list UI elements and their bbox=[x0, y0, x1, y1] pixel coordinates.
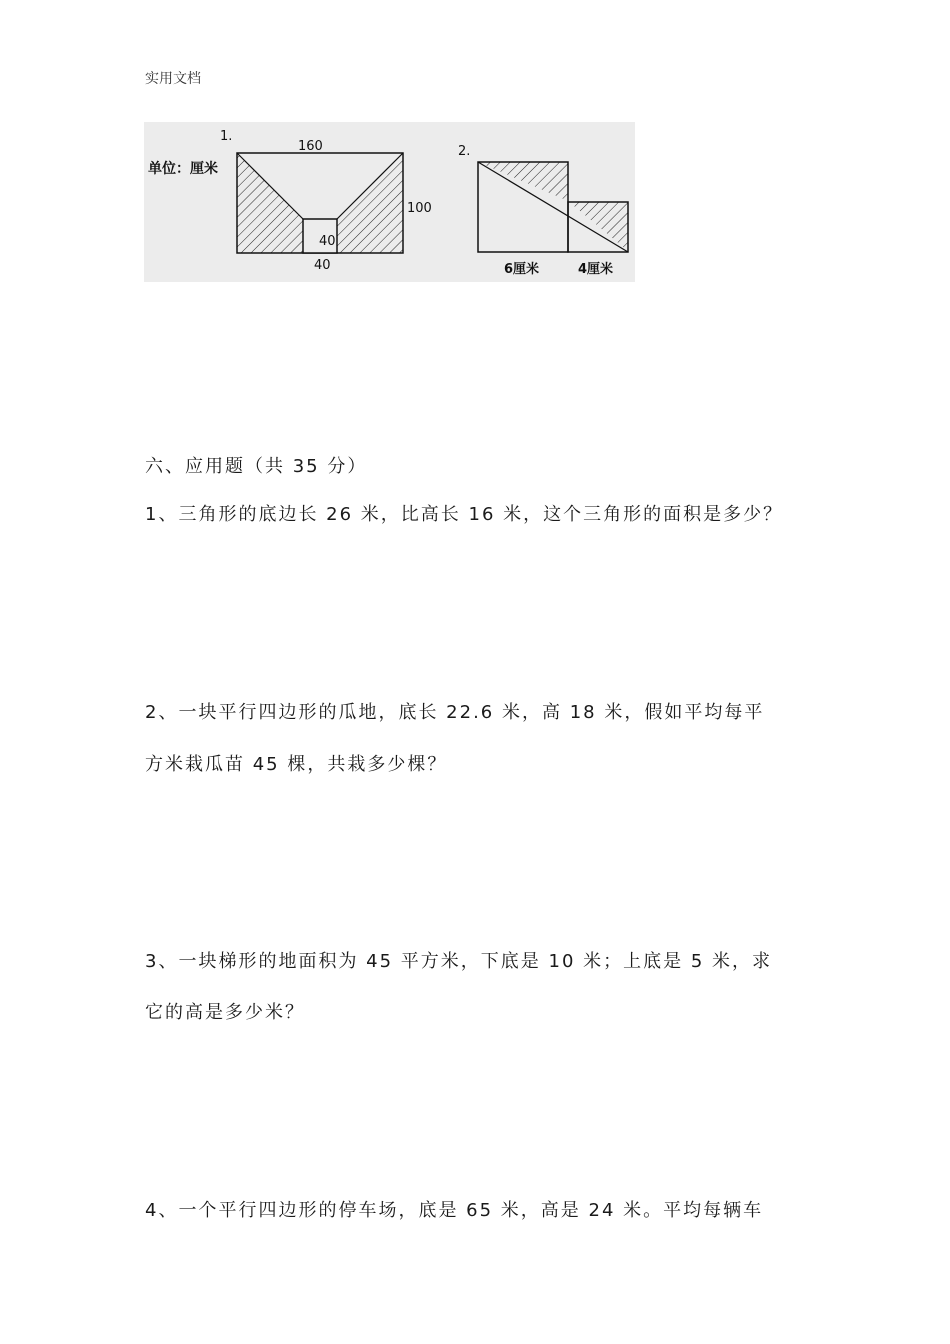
question-2-line-2: 方米栽瓜苗 45 棵，共栽多少棵？ bbox=[145, 754, 448, 775]
fig2-lower-shaded bbox=[568, 201, 628, 251]
question-3-line-2: 它的高是多少米？ bbox=[145, 1002, 305, 1023]
geometry-figures bbox=[144, 122, 635, 282]
fig1-height: 100 bbox=[407, 201, 432, 216]
fig1-bottom-width: 40 bbox=[314, 258, 331, 273]
fig1-square-side: 40 bbox=[319, 234, 336, 249]
fig2-upper-shaded bbox=[478, 162, 568, 201]
question-2-line-1: 2、一块平行四边形的瓜地，底长 22.6 米，高 18 米，假如平均每平 bbox=[145, 702, 765, 723]
question-3-line-1: 3、一块梯形的地面积为 45 平方米，下底是 10 米；上底是 5 米，求 bbox=[145, 951, 773, 972]
page-header: 实用文档 bbox=[145, 71, 201, 87]
section-title: 六、应用题（共 35 分） bbox=[145, 456, 368, 477]
fig1-unit-label: 单位：厘米 bbox=[148, 161, 218, 177]
fig2-left-width: 6厘米 bbox=[504, 262, 540, 277]
figure-1 bbox=[148, 129, 432, 273]
figure-2 bbox=[458, 144, 628, 277]
fig2-number: 2. bbox=[458, 144, 471, 159]
question-4-line-1: 4、一个平行四边形的停车场，底是 65 米，高是 24 米。平均每辆车 bbox=[145, 1200, 764, 1221]
fig1-left-shaded bbox=[237, 153, 303, 253]
fig1-top-width: 160 bbox=[298, 139, 323, 154]
figures-svg bbox=[144, 122, 635, 282]
question-1-line-1: 1、三角形的底边长 26 米，比高长 16 米，这个三角形的面积是多少？ bbox=[145, 504, 784, 525]
fig2-right-width: 4厘米 bbox=[578, 262, 614, 277]
fig1-right-shaded bbox=[337, 153, 403, 253]
fig1-number: 1. bbox=[220, 129, 233, 144]
